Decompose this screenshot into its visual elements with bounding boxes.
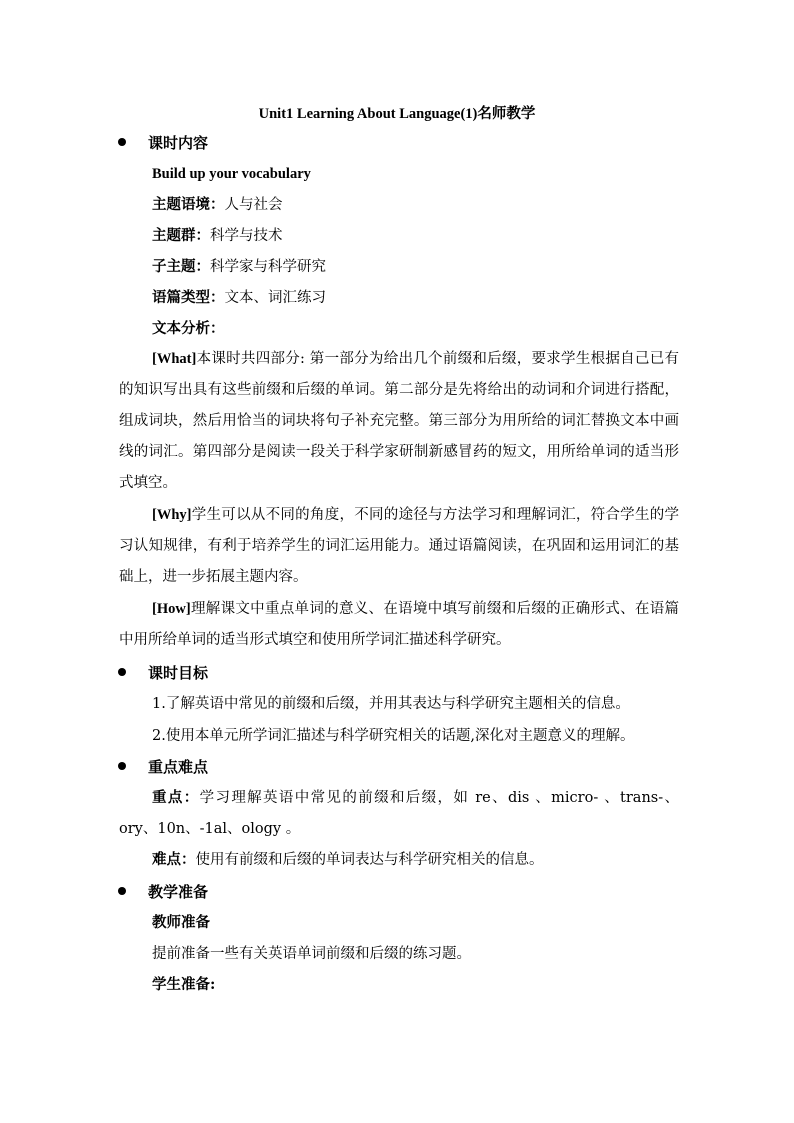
difficulty-row xyxy=(152,851,544,869)
section-heading-text: 教学准备 xyxy=(148,883,209,901)
bullet-icon xyxy=(118,138,126,146)
section-heading-text: 课时内容 xyxy=(148,134,209,152)
sub-theme-row xyxy=(152,258,326,276)
section-heading-difficulties xyxy=(118,758,208,776)
goal-item-2: 2.使用本单元所学词汇描述与科学研究相关的话题,深化对主题意义的理解。 xyxy=(152,728,635,744)
theme-context-row xyxy=(152,196,283,214)
sub-theme-label: 子主题： xyxy=(152,258,210,275)
text-type-value: 文本、词汇练习 xyxy=(224,290,326,306)
section-heading-prep xyxy=(118,883,208,901)
key-points-label: 重点： xyxy=(152,789,200,806)
how-lead: [How] xyxy=(152,601,191,617)
lesson-subtitle: Build up your vocabulary xyxy=(152,166,311,182)
difficulty-text: 使用有前缀和后缀的单词表达与科学研究相关的信息。 xyxy=(195,852,544,868)
how-paragraph xyxy=(119,594,679,656)
theme-context-label: 主题语境： xyxy=(152,196,225,213)
why-paragraph xyxy=(119,500,679,593)
why-lead: [Why] xyxy=(152,507,192,523)
what-lead: [What] xyxy=(152,351,197,367)
goal-item-1: 1.了解英语中常见的前缀和后缀，并用其表达与科学研究主题相关的信息。 xyxy=(152,696,630,712)
teacher-prep-label: 教师准备 xyxy=(152,914,210,931)
text-type-row xyxy=(152,289,326,307)
bullet-icon xyxy=(118,668,126,676)
student-prep-label: 学生准备: xyxy=(152,976,216,993)
section-heading-goals xyxy=(118,664,208,682)
theme-context-value: 人与社会 xyxy=(224,197,283,213)
bullet-icon xyxy=(118,887,126,895)
theme-group-row xyxy=(152,227,283,245)
key-points-text: 学习理解英语中常见的前缀和后缀，如 re、dis 、micro- 、trans-、ory、10n、-1al、ology 。 xyxy=(119,790,679,837)
text-analysis-label: 文本分析： xyxy=(152,320,225,337)
section-heading-text: 课时目标 xyxy=(148,664,209,682)
bullet-icon xyxy=(118,762,126,770)
why-text: 学生可以从不同的角度，不同的途径与方法学习和理解词汇，符合学生的学习认知规律，有利于培养学生的词汇运用能力。通过语篇阅读，在巩固和运用词汇的基础上，进一步拓展主题内容。 xyxy=(119,507,679,585)
theme-group-label: 主题群： xyxy=(152,227,210,244)
sub-theme-value: 科学家与科学研究 xyxy=(210,259,326,275)
what-text: 本课时共四部分: 第一部分为给出几个前缀和后缀，要求学生根据自己已有的知识写出具有这些前缀和后缀的单词。第二部分是先将给出的动词和介词进行搭配，组成词块，然后用恰当的词块将句子补充完整。第三部分为用所给的词汇替换文本中画线的词汇。第四部分是阅读一段关于科学家研制新感冒药的短文，用所给单词的适当形式填空。 xyxy=(119,351,679,491)
how-text: 理解课文中重点单词的意义、在语境中填写前缀和后缀的正确形式、在语篇中用所给单词的适当形式填空和使用所学词汇描述科学研究。 xyxy=(119,601,679,648)
difficulty-label: 难点： xyxy=(152,851,196,868)
teacher-prep-text: 提前准备一些有关英语单词前缀和后缀的练习题。 xyxy=(152,946,471,962)
section-heading-text: 重点难点 xyxy=(148,758,209,776)
what-paragraph xyxy=(119,344,679,499)
key-points-paragraph xyxy=(119,782,679,845)
section-heading-content xyxy=(118,134,208,152)
text-type-label: 语篇类型： xyxy=(152,289,225,306)
document-title: Unit1 Learning About Language(1)名师教学 xyxy=(258,106,536,122)
theme-group-value: 科学与技术 xyxy=(210,228,283,244)
